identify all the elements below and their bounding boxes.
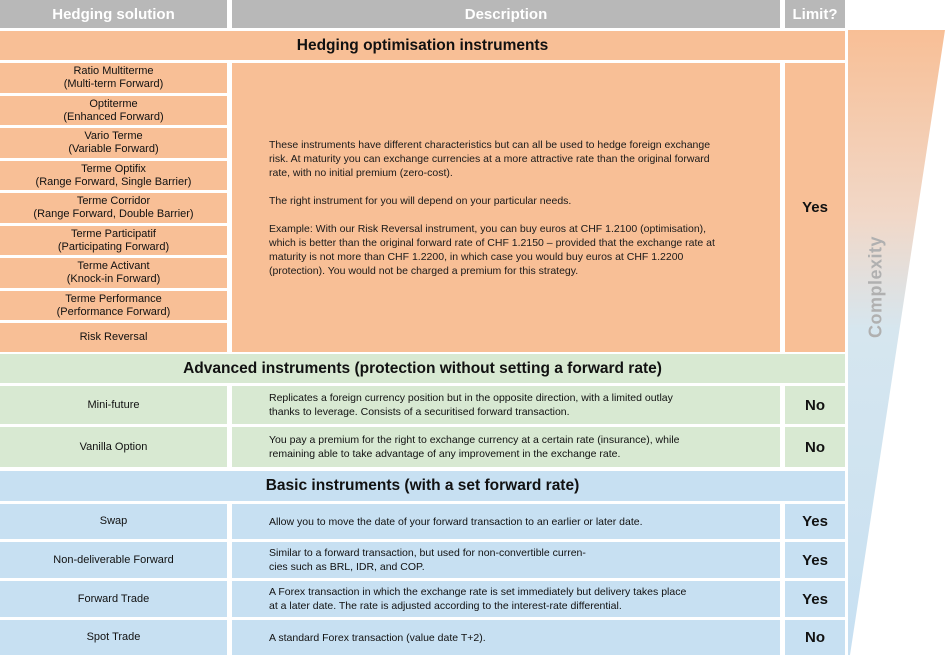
header-limit: Limit? xyxy=(785,0,845,28)
instrument-forward-trade xyxy=(0,581,227,617)
swap-description xyxy=(232,504,780,539)
instrument-name: Swap xyxy=(99,515,128,527)
instrument-optiterme xyxy=(0,96,227,125)
complexity-label: Complexity xyxy=(865,235,886,339)
instrument-swap xyxy=(0,504,227,539)
instrument-subtitle: (Enhanced Forward) xyxy=(63,110,164,123)
description-paragraph: These instruments have different characteristics but can all be used to hedge foreign exchange risk. At maturity you can exchange currencies at a more attractive rate than the original forward rate, with no initial premium (zero-cost). xyxy=(269,138,711,179)
instrument-terme-performance xyxy=(0,291,227,320)
instrument-name: Mini-future xyxy=(87,398,140,411)
instrument-name: Vanilla Option xyxy=(79,440,148,453)
instrument-name: Optiterme xyxy=(89,97,138,110)
vanilla-option-description xyxy=(232,427,780,467)
instrument-name: Forward Trade xyxy=(77,592,150,605)
instrument-terme-corridor xyxy=(0,193,227,223)
instrument-name: Risk Reversal xyxy=(79,331,148,343)
optimisation-limit: Yes xyxy=(785,63,845,352)
spot-trade-description xyxy=(232,620,780,655)
non-deliverable-forward-description xyxy=(232,542,780,578)
instrument-name: Terme Activant xyxy=(77,260,150,272)
description-text: You pay a premium for the right to exchange currency at a certain rate (insurance), while remaining able to take advantage of any improvement in the exchange rate. xyxy=(269,434,680,460)
vanilla-option-limit: No xyxy=(785,427,845,467)
instrument-name: Vario Terme xyxy=(84,130,143,142)
instrument-name: Non-deliverable Forward xyxy=(53,553,174,566)
instrument-risk-reversal xyxy=(0,323,227,352)
instrument-mini-future xyxy=(0,386,227,424)
instrument-spot-trade xyxy=(0,620,227,655)
section-title-optimisation: Hedging optimisation instruments xyxy=(0,31,845,60)
instrument-terme-activant xyxy=(0,258,227,288)
description-text: A standard Forex transaction (value date T+2). xyxy=(269,631,486,644)
description-text: Allow you to move the date of your forward transaction to an earlier or later date. xyxy=(269,515,643,528)
spot-trade-limit: No xyxy=(785,620,845,655)
non-deliverable-forward-limit: Yes xyxy=(785,542,845,578)
instrument-subtitle: (Range Forward, Single Barrier) xyxy=(35,175,192,188)
instrument-terme-participatif xyxy=(0,226,227,255)
instrument-name: Terme Performance xyxy=(65,292,162,305)
description-text: A Forex transaction in which the exchange rate is set immediately but delivery takes place at a later date. The rate is adjusted according to the interest-rate differential. xyxy=(269,586,687,612)
description-paragraph: The right instrument for you will depend on your particular needs. xyxy=(269,194,572,207)
description-text: Similar to a forward transaction, but used for non-convertible curren- cies such as BRL, IDR, and COP. xyxy=(269,547,586,573)
section-title-advanced: Advanced instruments (protection without setting a forward rate) xyxy=(0,354,845,383)
header-description: Description xyxy=(232,0,780,28)
header-solution: Hedging solution xyxy=(0,0,227,28)
instrument-name: Spot Trade xyxy=(86,631,141,643)
instrument-name: Terme Participatif xyxy=(71,227,156,240)
instrument-subtitle: (Participating Forward) xyxy=(57,240,170,253)
instrument-non-deliverable-forward xyxy=(0,542,227,578)
section-title-basic: Basic instruments (with a set forward rate) xyxy=(0,471,845,501)
optimisation-description xyxy=(232,63,780,352)
instrument-name: Ratio Multiterme xyxy=(73,65,154,77)
instrument-terme-optifix xyxy=(0,161,227,190)
instrument-vanilla-option xyxy=(0,427,227,467)
instrument-subtitle: (Range Forward, Double Barrier) xyxy=(33,208,194,220)
mini-future-description xyxy=(232,386,780,424)
mini-future-limit: No xyxy=(785,386,845,424)
instrument-subtitle: (Performance Forward) xyxy=(56,305,171,318)
instrument-name: Terme Corridor xyxy=(76,195,151,207)
instrument-name: Terme Optifix xyxy=(81,162,146,175)
forward-trade-description xyxy=(232,581,780,617)
forward-trade-limit: Yes xyxy=(785,581,845,617)
instrument-subtitle: (Variable Forward) xyxy=(68,143,159,155)
instrument-ratio-multiterme xyxy=(0,63,227,93)
swap-limit: Yes xyxy=(785,504,845,539)
instrument-subtitle: (Multi-term Forward) xyxy=(63,78,164,90)
description-text: Replicates a foreign currency position but in the opposite direction, with a limited outlay thanks to leverage. Consists of a securitised forward transaction. xyxy=(269,392,673,418)
instrument-vario-terme xyxy=(0,128,227,158)
description-paragraph: Example: With our Risk Reversal instrument, you can buy euros at CHF 1.2100 (optimisation), which is better than the original forward rate of CHF 1.2150 – provided that the exchange rate at maturity is not more than CHF 1.2200, in which case you would buy euros at CHF 1.2200 (protection). You would not be charged a premium for this strategy. xyxy=(269,222,715,277)
instrument-subtitle: (Knock-in Forward) xyxy=(66,273,161,285)
complexity-wedge xyxy=(848,30,945,655)
